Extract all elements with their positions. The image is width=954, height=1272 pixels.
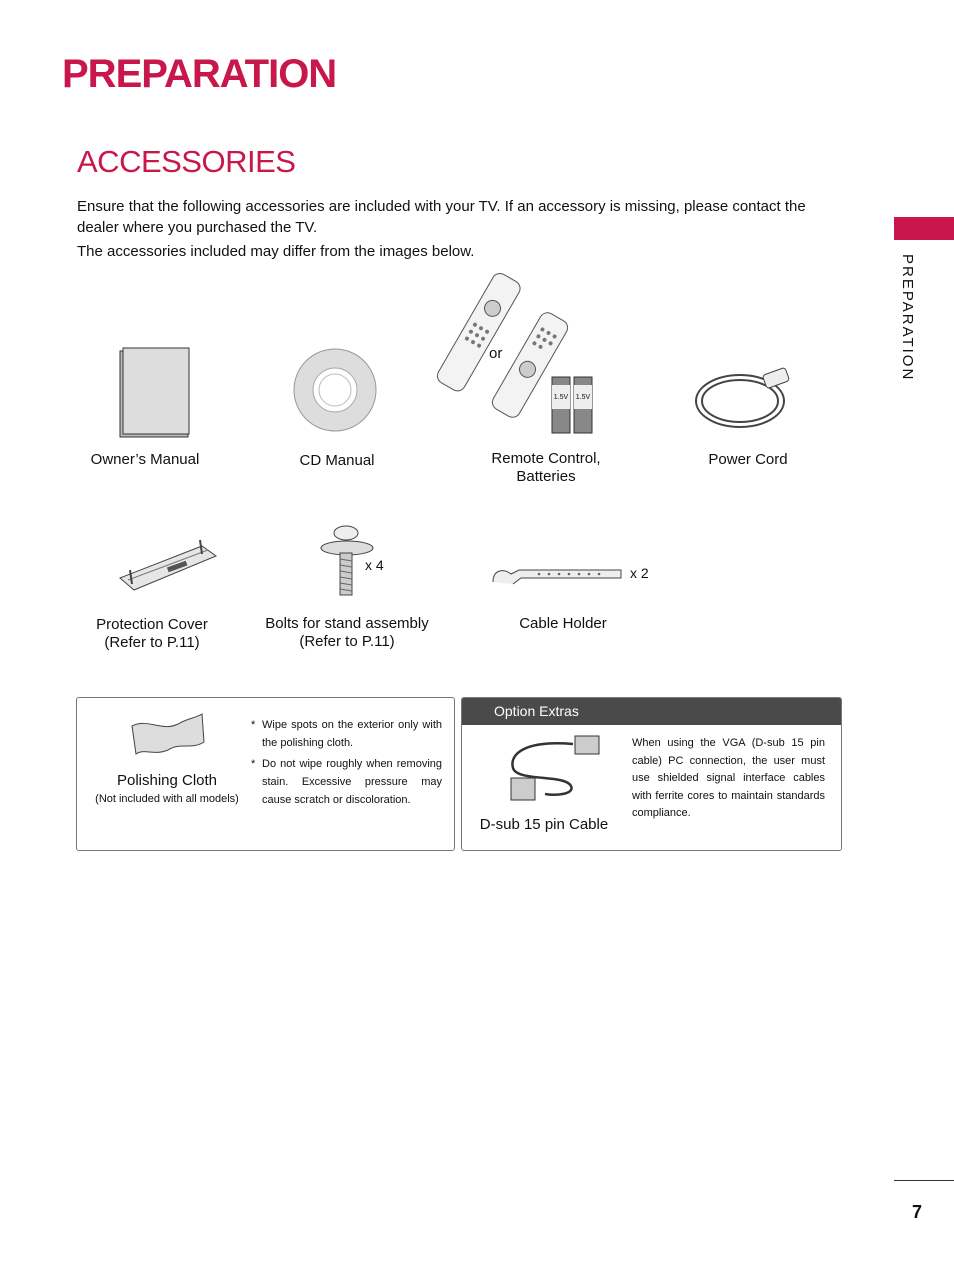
polishing-cloth-icon (128, 712, 208, 758)
cd-icon (292, 347, 378, 433)
dsub-cable-note: When using the VGA (D-sub 15 pin cable) PC connection, the user must use shielded signal interface cables with ferrite cores to maintain standards compliance. (632, 737, 825, 819)
battery-label: 1.5V (553, 394, 569, 401)
owners-manual-icon (118, 347, 192, 439)
battery-label: 1.5V (575, 394, 591, 401)
side-tab-label: PREPARATION (899, 254, 916, 382)
bolts-ref: (Refer to P.11) (299, 633, 395, 650)
cable-holder-label: Cable Holder (519, 615, 607, 632)
footer-rule (894, 1180, 954, 1181)
batteries-label: Batteries (516, 468, 576, 485)
cable-holder-quantity: x 2 (630, 565, 649, 581)
bolts-label: Bolts for stand assembly (265, 615, 429, 632)
polishing-bullet-1: Wipe spots on the exterior only with the polishing cloth. (262, 719, 442, 749)
protection-cover-icon (112, 536, 222, 596)
page-number: 7 (911, 1202, 922, 1222)
dsub-cable-icon (505, 734, 605, 806)
dsub-cable-label: D-sub 15 pin Cable (479, 816, 609, 833)
power-cord-label: Power Cord (708, 451, 788, 468)
remote-or-text: or (489, 345, 503, 362)
cd-manual-label: CD Manual (299, 452, 375, 469)
bullet-mark: * (251, 758, 256, 770)
remote-label: Remote Control, (491, 450, 601, 467)
option-extras-header: Option Extras (462, 698, 841, 725)
protection-cover-ref: (Refer to P.11) (104, 634, 200, 651)
bolts-quantity: x 4 (365, 557, 384, 573)
section-title: ACCESSORIES (77, 144, 296, 179)
polishing-cloth-label: Polishing Cloth (116, 772, 218, 789)
cable-holder-icon (489, 560, 625, 590)
intro-note: The accessories included may differ from the images below. (77, 243, 475, 260)
side-tab-marker (894, 217, 954, 240)
batteries-icon (551, 375, 593, 435)
bullet-mark: * (251, 719, 256, 731)
owners-manual-label: Owner’s Manual (90, 451, 200, 468)
intro-text: Ensure that the following accessories are included with your TV. If an accessory is missing, please contact the dealer where you purchased the TV. (77, 198, 806, 236)
protection-cover-label: Protection Cover (96, 616, 208, 633)
polishing-bullet-2: Do not wipe roughly when removing stain. Excessive pressure may cause scratch or discoloration. (262, 758, 442, 806)
page-title: PREPARATION (62, 52, 337, 96)
power-cord-icon (690, 365, 800, 433)
polishing-cloth-note: (Not included with all models) (95, 793, 239, 805)
